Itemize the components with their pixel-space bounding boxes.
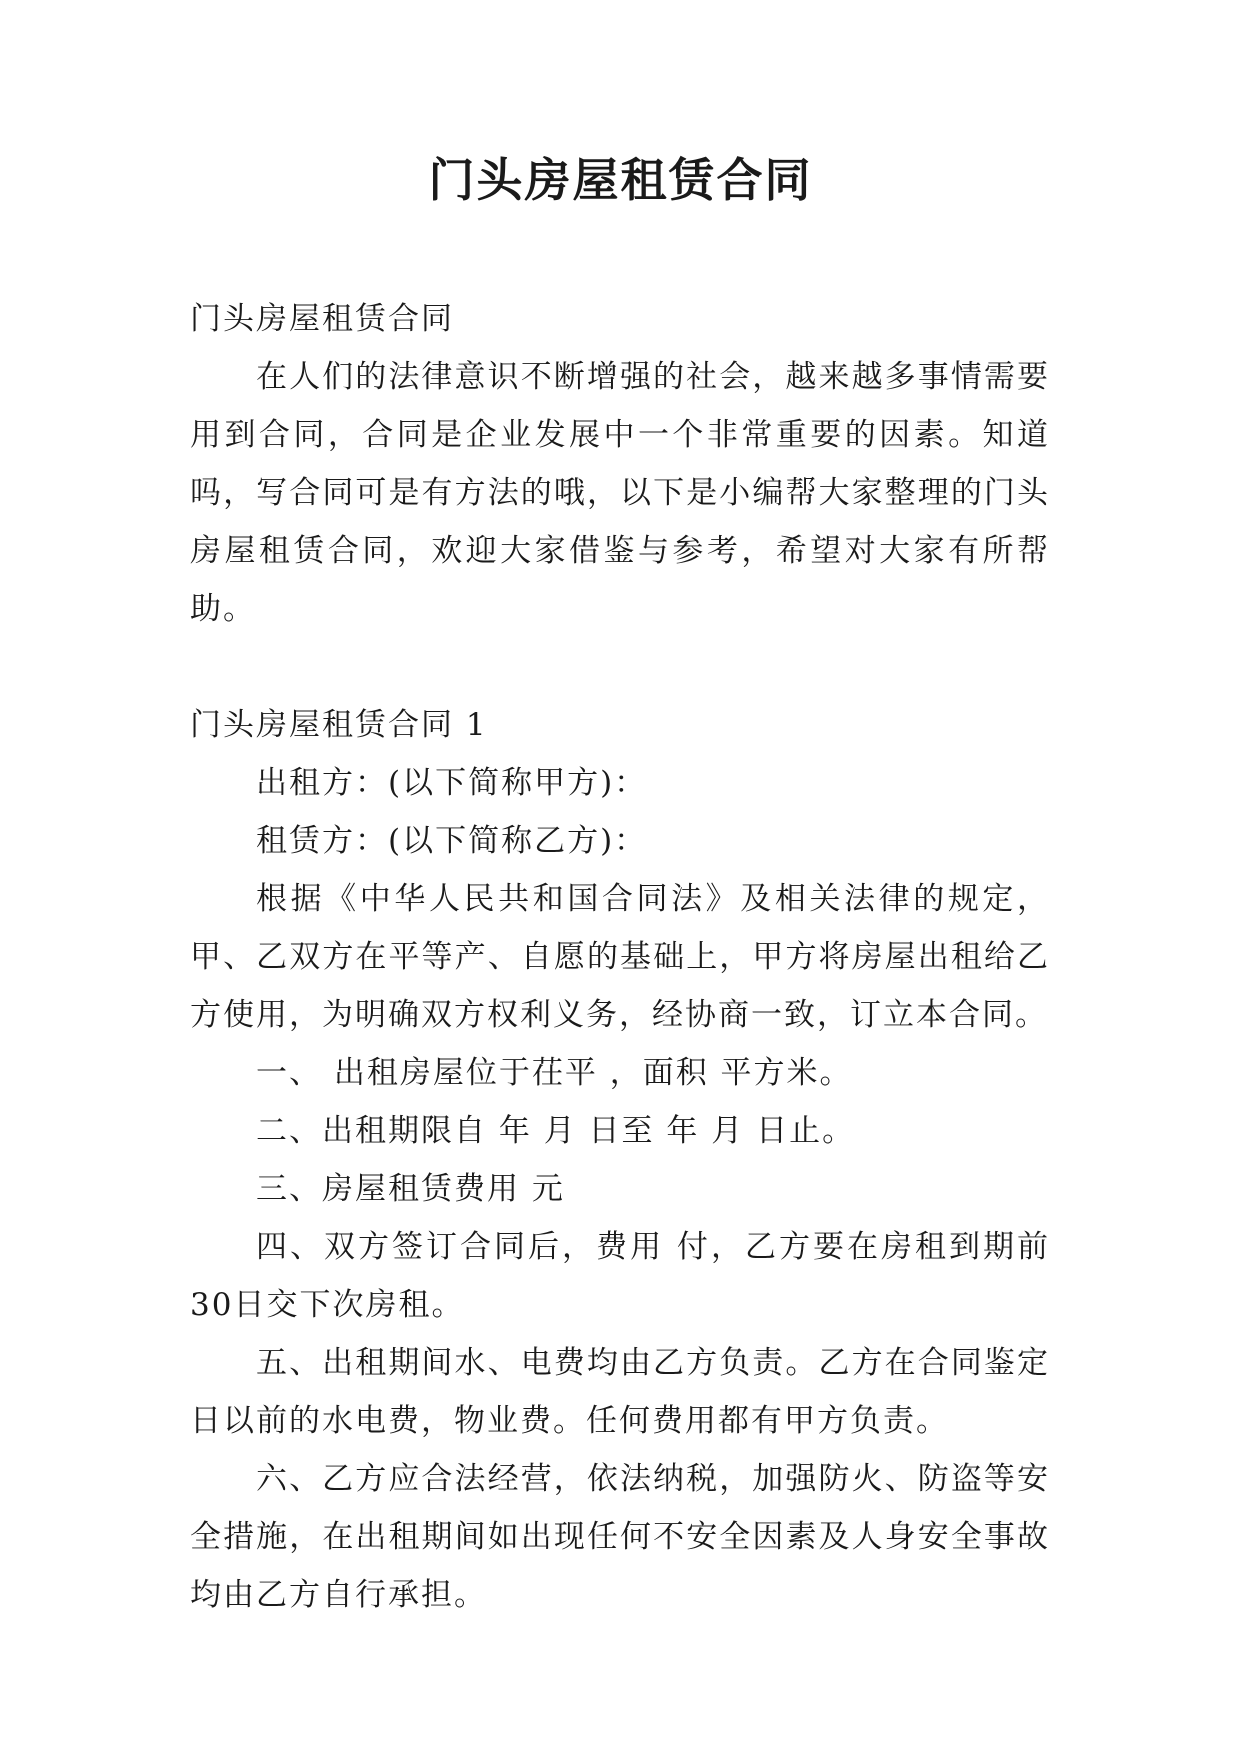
intro-paragraph: 在人们的法律意识不断增强的社会，越来越多事情需要用到合同，合同是企业发展中一个非常重要的因素。知道吗，写合同可是有方法的哦，以下是小编帮大家整理的门头房屋租赁合同，欢迎大家借鉴与参考，希望对大家有所帮助。	[190, 359, 1050, 627]
clause-6: 六、乙方应合法经营，依法纳税，加强防火、防盗等安全措施，在出租期间如出现任何不安全因素及人身安全事故均由乙方自行承担。	[190, 1461, 1050, 1613]
document-body	[190, 290, 1050, 1624]
intro-heading: 门头房屋租赁合同	[190, 301, 454, 337]
document-title: 门头房屋租赁合同	[428, 153, 813, 207]
clause-5: 五、出租期间水、电费均由乙方负责。乙方在合同鉴定日以前的水电费，物业费。任何费用都有甲方负责。	[190, 1345, 1050, 1439]
lessor-line: 出租方：(以下简称甲方)：	[256, 765, 648, 801]
contract-heading: 门头房屋租赁合同 1	[190, 707, 488, 743]
preamble-paragraph: 根据《中华人民共和国合同法》及相关法律的规定，甲、乙双方在平等产、自愿的基础上，甲方将房屋出租给乙方使用，为明确双方权利义务，经协商一致，订立本合同。	[190, 881, 1050, 1033]
clause-2: 二、出租期限自 年 月 日至 年 月 日止。	[256, 1113, 856, 1149]
section-spacer	[190, 638, 1050, 696]
clause-1: 一、 出租房屋位于茌平 ，面积 平方米。	[256, 1055, 853, 1091]
clause-3: 三、房屋租赁费用 元	[256, 1171, 565, 1207]
lessee-line: 租赁方：(以下简称乙方)：	[256, 823, 648, 859]
clause-4: 四、双方签订合同后，费用 付，乙方要在房租到期前30日交下次房租。	[190, 1229, 1050, 1323]
